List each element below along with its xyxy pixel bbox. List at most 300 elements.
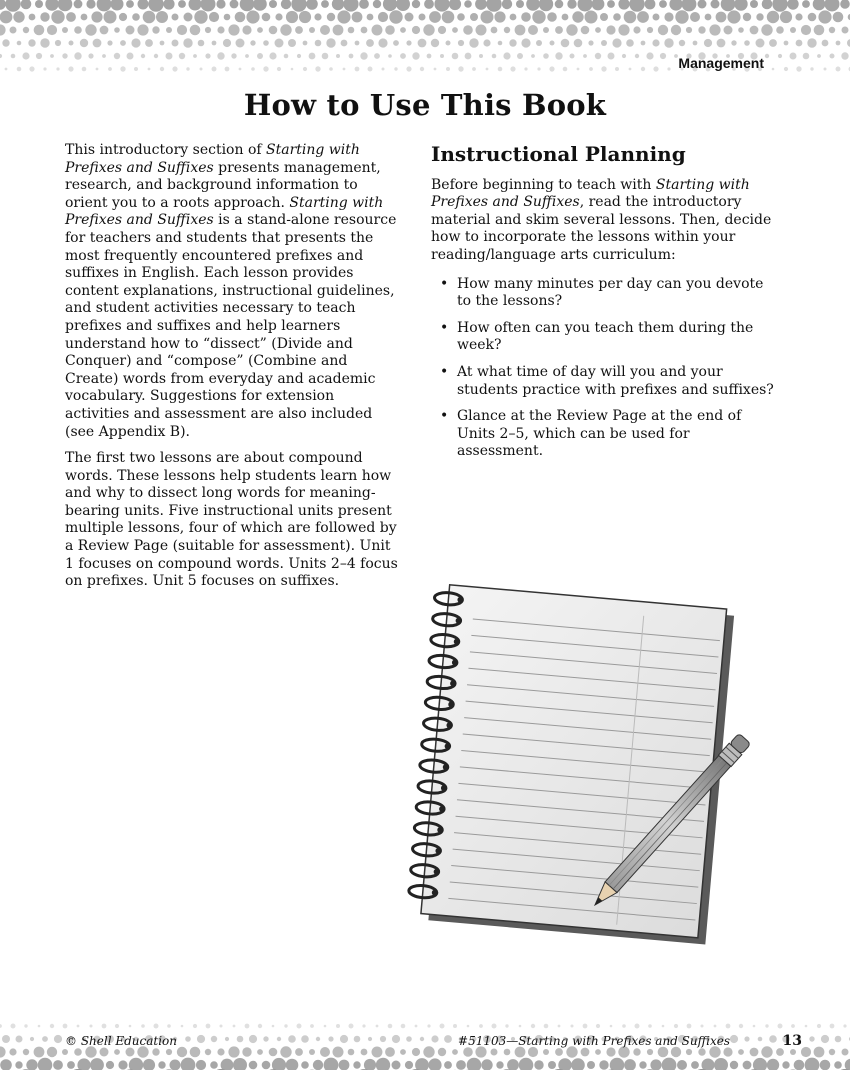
decorative-dot [622,1024,626,1028]
decorative-dot [600,13,608,21]
decorative-dot [249,1061,258,1070]
decorative-dot [34,1047,45,1058]
decorative-dot [269,52,276,59]
decorative-dot [570,54,575,59]
decorative-dot [524,67,527,70]
decorative-dot [231,53,236,58]
decorative-dot [521,38,530,47]
decorative-dot [394,67,397,70]
decorative-dot [528,1047,538,1057]
decorative-dot [167,1024,171,1028]
decorative-dot [769,39,777,47]
decorative-dot [336,1024,340,1028]
decorative-dot [0,54,2,58]
decorative-dot [372,1047,383,1058]
decorative-dot [29,66,34,71]
decorative-dot [420,1037,424,1041]
decorative-dot [796,66,801,71]
decorative-dot [223,39,231,47]
decorative-dot [424,0,434,9]
decorative-dot [269,1048,278,1057]
decorative-dot [392,1035,400,1043]
decorative-dot [469,38,478,47]
decorative-dot [504,1049,511,1056]
decorative-dot [235,12,246,23]
decorative-dot [577,68,580,71]
decorative-dot [225,1037,229,1041]
decorative-dot [280,1046,291,1057]
decorative-dot [595,1049,601,1055]
planning-intro: Before beginning to teach with Starting with Prefixes and Suffixes, read the introductory material and skim several lessons. Then, decide how to incorporate the lessons within your reading/language arts curriculum: [431,176,772,263]
decorative-dot [829,1049,835,1055]
decorative-dot [291,0,306,12]
bullet-icon: • [440,275,449,292]
decorative-dot [47,25,57,35]
decorative-dot [744,1036,749,1041]
decorative-dot [641,67,645,71]
decorative-dot [434,68,437,71]
decorative-dot [830,1024,835,1029]
decorative-dot [263,1036,268,1041]
decorative-dot [765,54,769,58]
decorative-dot [257,53,263,59]
decorative-dot [458,40,464,46]
decorative-dot [250,40,255,45]
decorative-dot [796,40,803,47]
decorative-dot [22,52,29,59]
decorative-dot [613,13,621,21]
decorative-dot [677,1060,687,1070]
decorative-dot [452,1049,458,1055]
decorative-dot [730,1061,738,1069]
decorative-dot [428,1058,441,1070]
decorative-dot [233,1025,236,1028]
decorative-dot [836,41,841,46]
decorative-dot [486,0,501,12]
decorative-dot [166,53,173,60]
decorative-dot [674,1024,678,1028]
decorative-dot [734,0,747,11]
decorative-dot [246,10,259,23]
decorative-dot [453,1024,457,1028]
decorative-dot [281,0,291,9]
decorative-dot [502,0,512,9]
decorative-dot [104,11,117,24]
decorative-dot [69,41,74,46]
decorative-dot [316,1037,320,1041]
decorative-dot [595,27,601,33]
decorative-dot [731,40,736,45]
decorative-dot [536,40,542,46]
decorative-dot [778,54,782,58]
decorative-dot [86,0,95,9]
decorative-dot [286,11,298,23]
decorative-dot [333,1047,344,1058]
decorative-dot [618,0,629,10]
decorative-dot [45,0,58,11]
decorative-dot [730,1035,738,1043]
decorative-dot [21,0,32,9]
decorative-dot [515,25,526,36]
decorative-dot [120,40,126,46]
decorative-dot [326,38,335,47]
decorative-dot [652,39,659,46]
decorative-dot [16,1036,23,1043]
decorative-dot [177,1047,187,1057]
decorative-dot [635,54,639,58]
decorative-dot [835,1036,842,1043]
decorative-dot [562,14,569,21]
decorative-dot [440,1024,445,1029]
decorative-dot [761,1046,772,1057]
decorative-dot [400,53,406,59]
decorative-dot [543,53,549,59]
decorative-dot [457,13,465,21]
decorative-dot [607,0,615,8]
decorative-dot [662,1058,677,1070]
decorative-dot [209,12,219,22]
decorative-dot [519,1025,522,1028]
decorative-dot [23,27,29,33]
decorative-dot [566,24,577,35]
decorative-dot [275,13,282,20]
decorative-dot [0,1024,2,1028]
decorative-dot [776,1048,784,1056]
decorative-dot [578,0,593,12]
decorative-dot [664,38,673,47]
decorative-dot [93,39,102,48]
decorative-dot [50,54,54,58]
decorative-dot [28,39,35,46]
decorative-dot [572,11,583,22]
decorative-dot [324,1025,327,1028]
decorative-dot [96,68,99,71]
decorative-dot [143,1059,155,1070]
decorative-dot [820,1060,831,1070]
decorative-dot [269,0,277,8]
decorative-dot [286,1059,299,1070]
decorative-dot [166,27,172,33]
decorative-dot [726,1024,731,1029]
decorative-dot [181,1058,196,1070]
decorative-dot [809,1036,814,1041]
decorative-dot [374,53,380,59]
decorative-dot [194,10,207,23]
decorative-dot [327,13,335,21]
decorative-dot [492,54,497,59]
decorative-dot [701,1025,704,1028]
decorative-dot [141,1024,145,1028]
decorative-dot [288,39,296,47]
decorative-dot [419,14,426,21]
decorative-dot [612,38,621,47]
decorative-dot [516,0,524,8]
decorative-dot [100,1048,109,1057]
decorative-dot [626,39,634,47]
decorative-dot [132,13,140,21]
decorative-dot [463,1047,473,1057]
decorative-dot [842,27,849,34]
decorative-dot [756,13,763,20]
decorative-dot [537,67,540,70]
decorative-dot [127,53,134,60]
decorative-dot [272,1025,275,1028]
decorative-dot [682,0,697,11]
decorative-dot [753,1058,767,1070]
decorative-dot [383,0,397,11]
decorative-dot [442,11,455,24]
decorative-dot [74,0,83,8]
decorative-dot [801,1047,811,1057]
decorative-dot [534,1060,543,1069]
decorative-dot [205,53,210,58]
decorative-dot [364,1059,376,1070]
decorative-dot [521,12,531,22]
decorative-dot [263,66,268,71]
decorative-dot [778,1024,783,1029]
decorative-dot [753,1025,756,1028]
decorative-dot [589,67,593,71]
decorative-dot [571,1058,585,1070]
decorative-dot [658,25,668,35]
decorative-dot [349,54,354,59]
decorative-dot [843,1024,846,1027]
decorative-dot [615,67,619,71]
decorative-dot [212,41,217,46]
decorative-dot [373,0,381,8]
decorative-dot [178,0,186,8]
decorative-dot [242,1047,251,1056]
decorative-dot [704,39,712,47]
decorative-dot [836,67,841,72]
decorative-dot [272,1058,286,1070]
decorative-dot [355,41,360,46]
decorative-dot [555,1048,563,1056]
decorative-dot [315,66,320,71]
decorative-dot [10,27,17,34]
decorative-dot [172,14,179,21]
decorative-dot [280,24,291,35]
decorative-dot [126,0,134,8]
decorative-dot [91,11,102,22]
decorative-dot [420,67,424,71]
decorative-dot [361,1049,368,1056]
decorative-dot [58,0,73,11]
decorative-dot [118,1060,127,1069]
bullet-icon: • [440,319,449,336]
decorative-dot [221,1059,234,1070]
list-item: • How often can you teach them during the week? [440,319,754,354]
decorative-dot [56,67,59,70]
decorative-dot [423,1046,434,1057]
decorative-dot [156,11,168,23]
decorative-dot [385,1047,395,1057]
decorative-dot [635,1024,640,1029]
decorative-dot [532,10,545,23]
decorative-dot [74,52,81,59]
decorative-dot [423,24,434,35]
decorative-dot [452,53,459,60]
decorative-dot [145,39,153,47]
decorative-dot [196,1060,206,1070]
decorative-dot [555,26,563,34]
decorative-dot [13,11,24,22]
decorative-dot [664,12,673,21]
decorative-dot [233,1058,247,1070]
decorative-dot [111,0,124,11]
decorative-dot [463,25,473,35]
decorative-dot [475,1046,486,1057]
decorative-dot [29,14,36,21]
decorative-dot [269,26,278,35]
decorative-dot [810,67,813,70]
decorative-dot [309,27,315,33]
decorative-dot [817,54,821,58]
decorative-dot [372,25,383,36]
decorative-dot [396,0,410,11]
decorative-dot [709,24,720,35]
decorative-dot [739,1024,743,1028]
decorative-dot [50,1024,54,1028]
decorative-dot [610,1058,625,1070]
decorative-dot [653,14,660,21]
decorative-dot [179,53,185,59]
decorative-dot [230,0,239,8]
decorative-dot [354,1036,361,1043]
decorative-dot [160,67,164,71]
decorative-dot [220,1025,223,1028]
decorative-dot [444,1035,452,1043]
decorative-dot [808,13,817,22]
decorative-dot [43,67,46,70]
decorative-dot [277,67,281,71]
decorative-dot [491,1049,498,1056]
decorative-dot [814,25,825,36]
decorative-dot [601,66,606,71]
decorative-dot [388,1024,393,1029]
decorative-dot [193,1024,197,1028]
decorative-dot [186,67,189,70]
decorative-dot [63,1024,68,1029]
decorative-dot [114,1049,120,1055]
decorative-dot [765,1024,768,1027]
decorative-dot [102,54,106,58]
decorative-dot [185,1036,191,1042]
decorative-dot [817,1024,821,1028]
decorative-dot [415,1058,429,1070]
decorative-dot [277,1037,281,1041]
decorative-dot [190,25,201,36]
decorative-dot [328,1036,333,1041]
decorative-dot [114,53,120,59]
decorative-dot [353,1061,360,1068]
decorative-dot [641,41,646,46]
decorative-dot [288,1035,296,1043]
decorative-dot [822,40,829,47]
decorative-dot [818,10,831,23]
decorative-dot [601,40,607,46]
decorative-dot [310,1024,314,1028]
decorative-dot [138,0,149,10]
decorative-dot [738,1049,744,1055]
decorative-dot [548,1061,556,1069]
decorative-dot [245,1024,250,1029]
decorative-dot [772,68,775,71]
decorative-dot [418,39,427,48]
decorative-dot [367,14,374,21]
decorative-dot [510,14,517,21]
decorative-dot [55,40,61,46]
decorative-dot [467,1025,470,1028]
decorative-dot [332,0,344,10]
decorative-dot [2,39,9,46]
decorative-dot [321,0,329,8]
decorative-dot [824,68,827,71]
decorative-dot [315,40,322,47]
decorative-dot [784,41,789,46]
decorative-dot [38,1025,41,1028]
decorative-dot [36,53,42,59]
decorative-dot [131,38,140,47]
decorative-dot [303,67,307,71]
decorative-dot [393,40,399,46]
decorative-dot [807,38,816,47]
decorative-dot [314,13,321,20]
decorative-dot [566,1046,577,1057]
decorative-dot [486,68,489,71]
decorative-dot [531,1024,535,1028]
decorative-dot [320,1047,330,1057]
decorative-dot [349,1024,354,1029]
decorative-dot [108,67,112,71]
decorative-dot [686,27,692,33]
decorative-dot [550,41,555,46]
decorative-dot [97,0,112,11]
decorative-dot [376,1025,379,1028]
decorative-dot [249,1035,257,1043]
decorative-dot [170,1060,181,1070]
decorative-dot [599,1060,608,1069]
decorative-dot [549,66,554,71]
decorative-dot [829,27,835,33]
decorative-dot [716,12,727,23]
decorative-dot [40,12,49,21]
decorative-dot [667,67,670,70]
decorative-dot [782,1061,789,1068]
decorative-dot [237,1036,244,1043]
decorative-dot [352,12,363,23]
decorative-dot [320,25,330,35]
planning-questions-list [431,276,776,461]
decorative-dot [412,1048,420,1056]
decorative-dot [301,1035,309,1043]
decorative-dot [263,40,269,46]
decorative-dot [583,54,587,58]
decorative-dot [368,67,373,72]
decorative-dot [26,1059,37,1070]
list-item: • How many minutes per day can you devote to the lessons? [440,275,764,310]
list-item: • Glance at the Review Page at the end of Units 2–5, which can be used for assessment. [440,408,742,460]
decorative-dot [772,0,787,12]
decorative-dot [702,1059,715,1070]
decorative-dot [257,1049,263,1055]
decorative-dot [291,68,294,71]
decorative-dot [77,1025,80,1028]
decorative-dot [629,0,644,12]
decorative-dot [624,1059,636,1070]
decorative-dot [333,25,344,36]
decorative-dot [120,66,125,71]
